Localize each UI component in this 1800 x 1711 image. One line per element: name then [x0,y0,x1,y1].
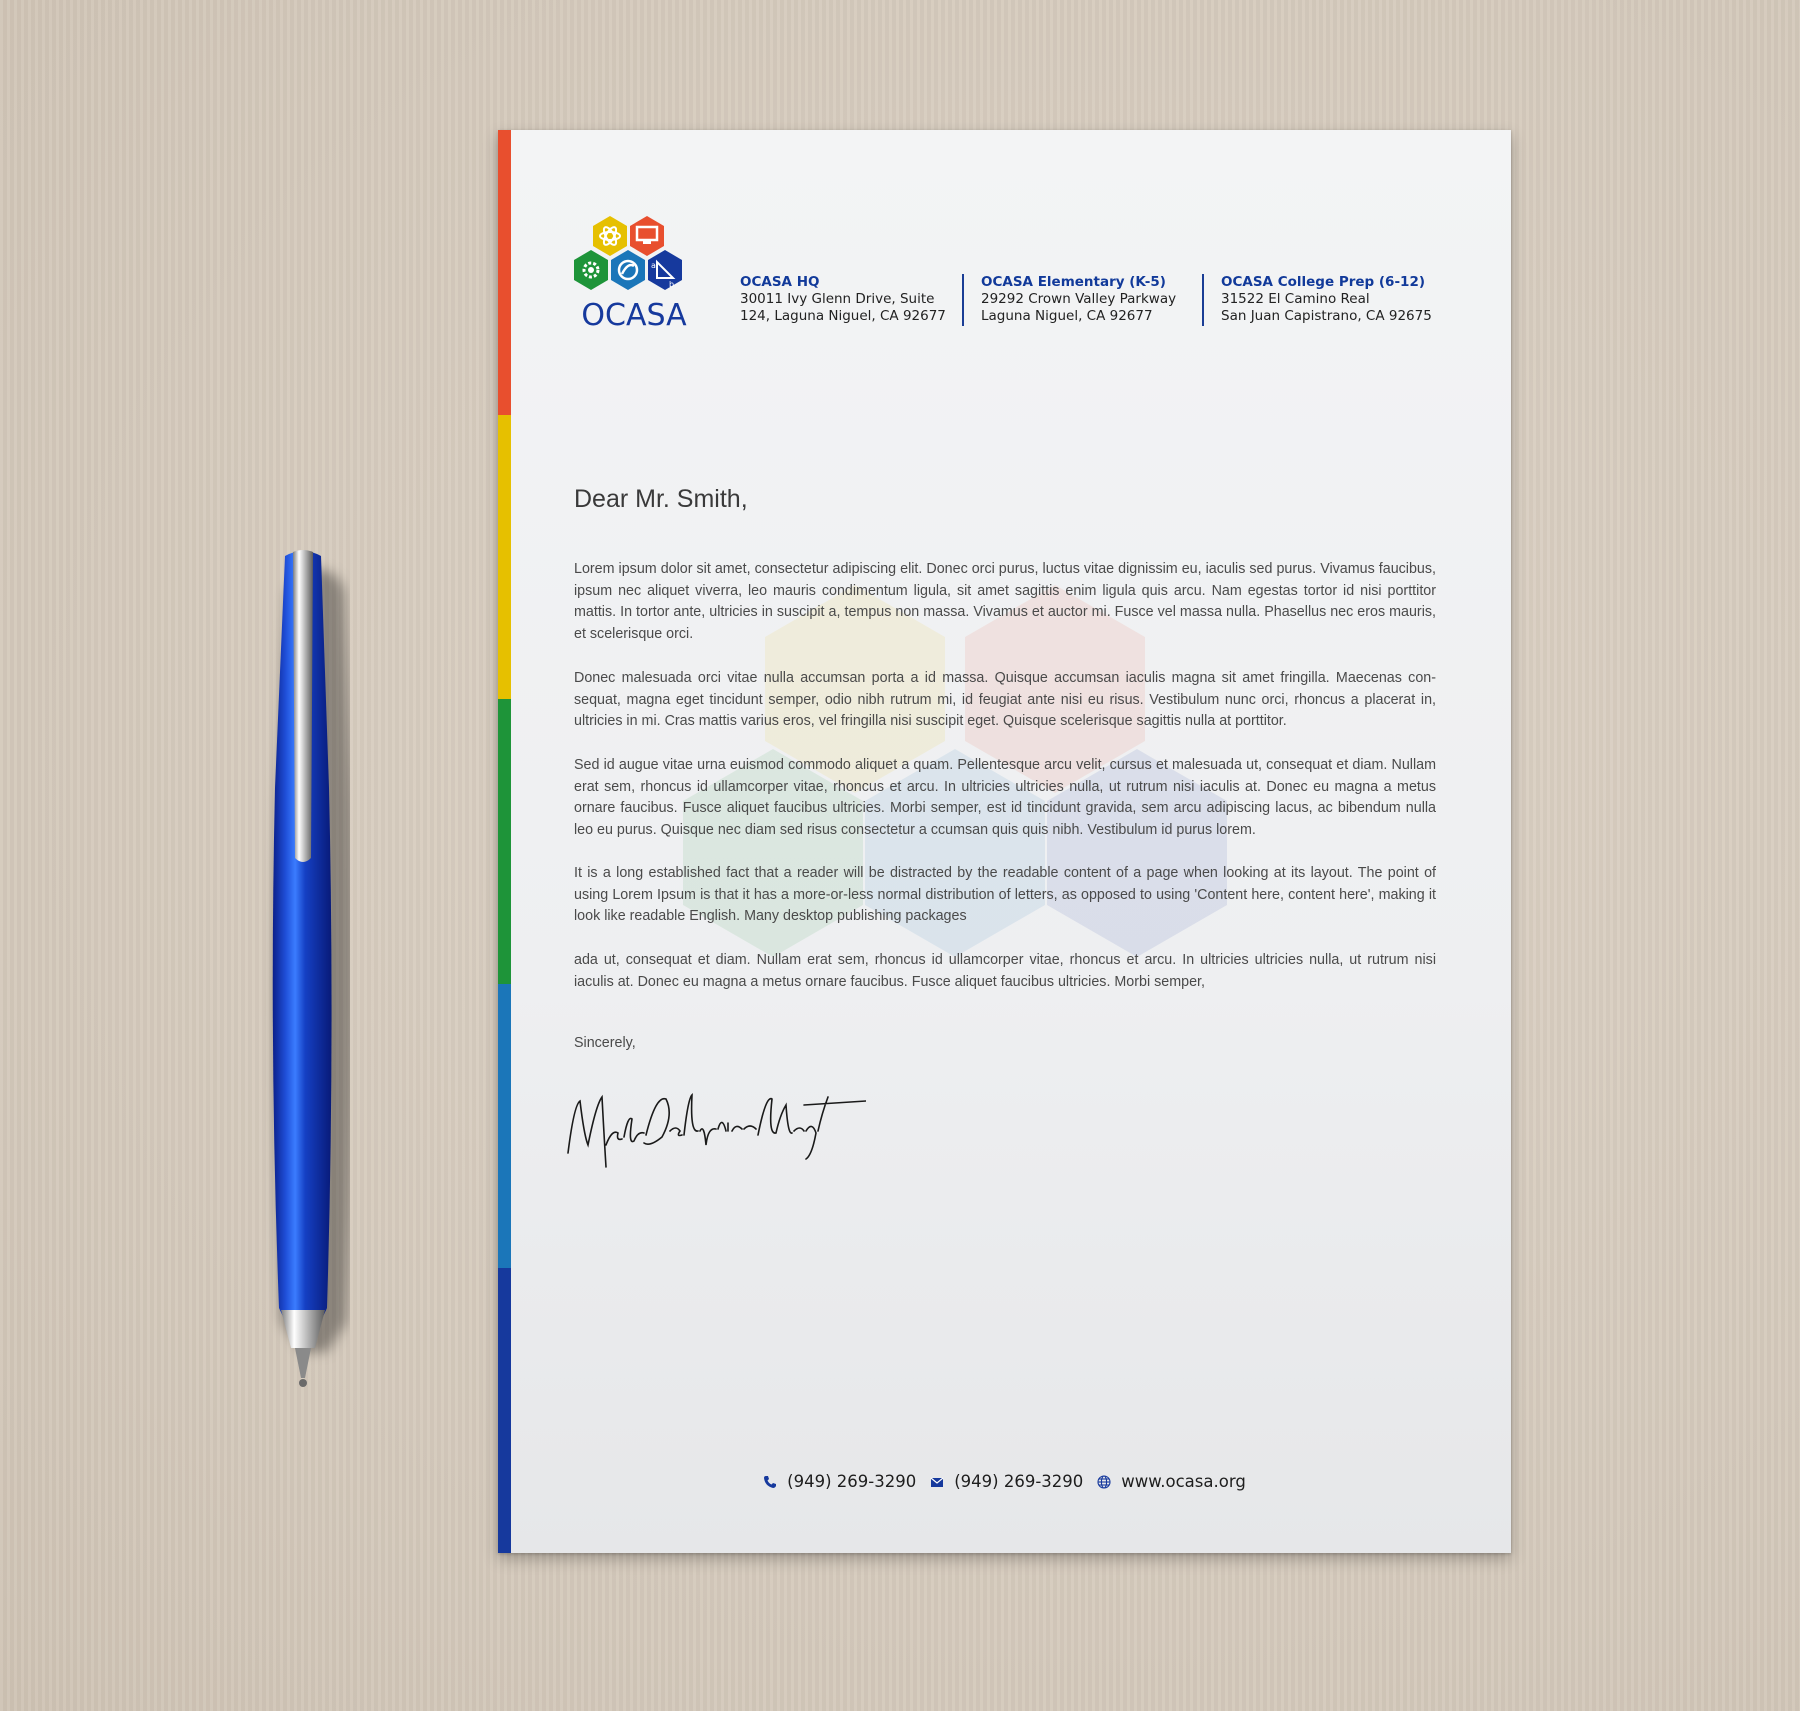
location-line: 31522 El Camino Real [1221,291,1370,307]
email-icon [930,1475,944,1489]
location-line: 29292 Crown Valley Parkway [981,291,1177,307]
svg-text:b: b [669,280,675,289]
phone-number: (949) 269-3290 [787,1472,917,1491]
location-elementary [981,274,1176,325]
location-college-prep [1221,274,1432,325]
letterhead-paper [498,130,1511,1553]
color-stripe [498,984,511,1269]
phone-icon [763,1475,777,1489]
color-stripe [498,415,511,700]
website-link[interactable]: www.ocasa.org [1121,1472,1246,1491]
location-title: OCASA College Prep (6-12) [1221,274,1426,290]
divider [962,274,964,326]
email-contact: (949) 269-3290 [954,1472,1084,1491]
pen [255,548,350,1393]
divider [1202,274,1204,326]
brand-name: OCASA [581,298,687,333]
location-hq [740,274,946,325]
color-stripe [498,699,511,984]
ocasa-logo [568,214,701,334]
closing: Sincerely, [574,1035,636,1051]
body-paragraph: ada ut, consequat et diam. Nullam erat sem, rhoncus id ullamcorper vitae, rhoncus et arcu. In ultricies ultricies nulla, ut rutrum nisi iaculis at. Donec eu magna a metus ornare faucibus. Fusce aliquet faucibus ultricies. Morbi semper, [574,952,1436,990]
location-line: Laguna Niguel, CA 92677 [981,308,1153,324]
svg-text:a: a [651,261,656,270]
location-line: 30011 Ivy Glenn Drive, Suite [740,291,935,307]
location-line: San Juan Capistrano, CA 92675 [1221,308,1432,324]
signature [566,1075,866,1175]
body-paragraph: Lorem ipsum dolor sit amet, consectetur adipiscing elit. Donec orci purus, luctus vitae dignissim eu, iaculis sed purus. Vivamus faucibus, ipsum nec aliquet viverra, leo mauris condimentum ligula, sit amet sagittis enim ligula quis arcu. Nam egestas tortor id nisi porttitor mattis. In tortor ante, ultricies in suscipit a, tempus non massa. Vivamus et auctor mi. Fusce vel massa nulla. Phasellus nec eros mauris, et scelerisque orci. [574,561,1436,642]
color-stripe [498,130,511,415]
color-stripe [498,1268,511,1553]
globe-icon [1097,1475,1111,1489]
body-paragraph: It is a long established fact that a reader will be distracted by the readable content of a page when looking at its layout. The point of using Lorem Ipsum is that it has a more-or-less normal distribution of letters, as opposed to using 'Content here, content here', making it look like readable English. Many desktop publishing packages [574,865,1436,925]
greeting: Dear Mr. Smith, [574,485,748,513]
body-paragraph: Sed id augue vitae urna euismod commodo aliquet a quam. Pellentesque arcu velit, cursus et malesuada ut, consequat et diam. Nullam erat sem, rhoncus id ullamcorper vitae, rhoncus et arcu. In ultricies ultricies nulla, ut rutrum nisi iaculis at. Donec eu magna a metus ornare faucibus. Fusce aliquet faucibus ultricies. Morbi semper, est id tincidunt gravida, sem arcu adipiscing lacus, ac bibendum nulla leo eu purus. Quisque nec diam sed risus consectetur a ccumsan quis quis nibh. Vestibulum id purus lorem. [574,757,1436,838]
location-title: OCASA Elementary (K-5) [981,274,1166,290]
location-title: OCASA HQ [740,274,820,290]
body-paragraph: Donec malesuada orci vitae nulla accumsan porta a id massa. Quisque accumsan iaculis magna sit amet fringilla. Maecenas con-sequat, magna eget tincidunt semper, odio nibh rutrum mi, id feugiat ante nisi eu risus. Vestibulum nunc orci, rhoncus a placerat in, ultricies in mi. Cras mattis varius eros, vel fringilla nisi suscipit eget. Quisque scelerisque sagittis nulla at porttitor. [574,670,1436,730]
contact-footer [498,1472,1511,1491]
location-line: 124, Laguna Niguel, CA 92677 [740,308,946,324]
